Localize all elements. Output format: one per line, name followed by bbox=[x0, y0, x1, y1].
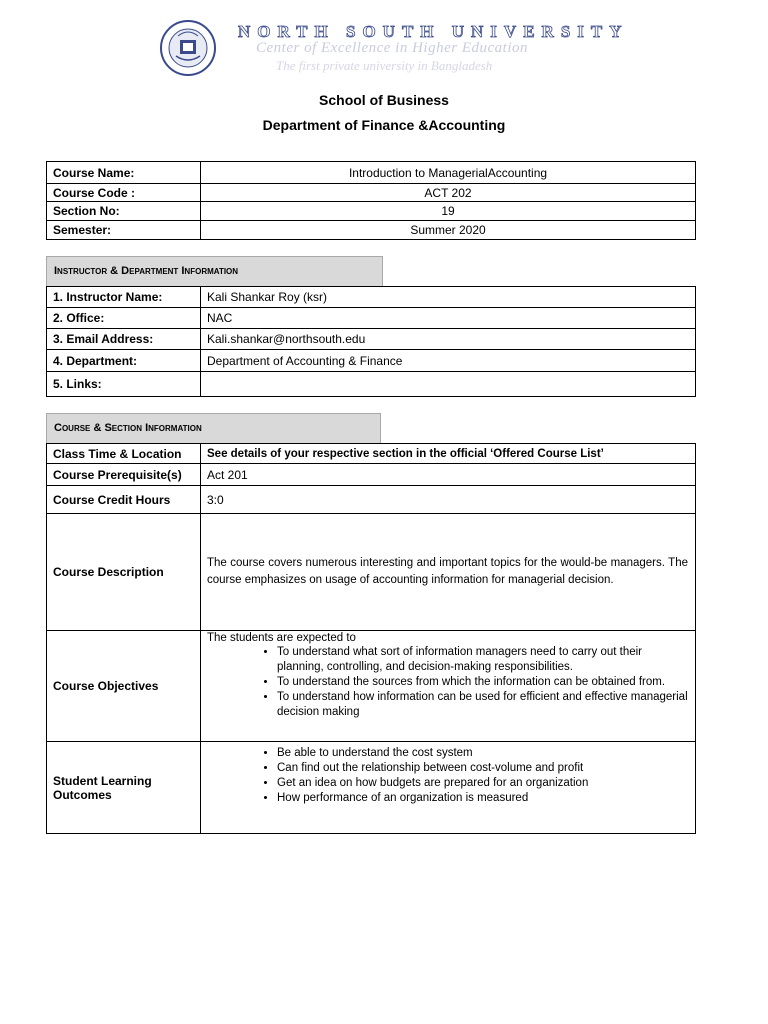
class-time-label: Class Time & Location bbox=[47, 444, 201, 464]
objectives-list bbox=[207, 645, 689, 720]
university-seal-logo bbox=[148, 18, 228, 78]
university-header bbox=[148, 18, 628, 78]
table-row bbox=[47, 184, 696, 202]
table-row bbox=[47, 464, 696, 486]
table-row bbox=[47, 202, 696, 221]
table-row bbox=[47, 514, 696, 631]
instructor-section-heading: Instructor & Department Information bbox=[46, 256, 383, 286]
email-value: Kali.shankar@northsouth.edu bbox=[201, 329, 696, 350]
table-row bbox=[47, 350, 696, 372]
course-objectives-cell bbox=[201, 631, 696, 742]
table-row bbox=[47, 631, 696, 742]
table-row bbox=[47, 486, 696, 514]
prerequisite-value: Act 201 bbox=[201, 464, 696, 486]
office-value: NAC bbox=[201, 308, 696, 329]
course-name-label: Course Name: bbox=[47, 162, 201, 184]
table-row bbox=[47, 162, 696, 184]
office-label: 2. Office: bbox=[47, 308, 201, 329]
department-title: Department of Finance &Accounting bbox=[262, 117, 506, 133]
semester-label: Semester: bbox=[47, 221, 201, 240]
table-row bbox=[47, 444, 696, 464]
table-row bbox=[47, 287, 696, 308]
class-time-value: See details of your respective section in the official ‘Offered Course List’ bbox=[201, 444, 696, 464]
list-item: • Can find out the relationship between cost-volume and profit bbox=[277, 761, 689, 776]
course-section-table bbox=[46, 443, 696, 834]
table-row bbox=[47, 308, 696, 329]
section-no-value: 19 bbox=[201, 202, 696, 221]
department-label: 4. Department: bbox=[47, 350, 201, 372]
course-info-table bbox=[46, 161, 696, 240]
credit-hours-value: 3:0 bbox=[201, 486, 696, 514]
list-item: • To understand the sources from which the information can be obtained from. bbox=[277, 675, 689, 690]
course-name-value: Introduction to ManagerialAccounting bbox=[201, 162, 696, 184]
course-code-label: Course Code : bbox=[47, 184, 201, 202]
email-label: 3. Email Address: bbox=[47, 329, 201, 350]
list-item: • How performance of an organization is measured bbox=[277, 791, 689, 806]
objectives-intro: The students are expected to bbox=[207, 632, 356, 644]
links-label: 5. Links: bbox=[47, 372, 201, 397]
semester-value: Summer 2020 bbox=[201, 221, 696, 240]
prerequisite-label: Course Prerequisite(s) bbox=[47, 464, 201, 486]
links-value bbox=[201, 372, 696, 397]
credit-hours-label: Course Credit Hours bbox=[47, 486, 201, 514]
list-item: • Get an idea on how budgets are prepared for an organization bbox=[277, 776, 689, 791]
table-row bbox=[47, 221, 696, 240]
course-objectives-label: Course Objectives bbox=[47, 631, 201, 742]
department-value: Department of Accounting & Finance bbox=[201, 350, 696, 372]
university-tagline: The first private university in Bangladesh bbox=[276, 58, 493, 73]
instructor-name-value: Kali Shankar Roy (ksr) bbox=[201, 287, 696, 308]
section-no-label: Section No: bbox=[47, 202, 201, 221]
course-code-value: ACT 202 bbox=[201, 184, 696, 202]
learning-outcomes-cell bbox=[201, 742, 696, 834]
outcomes-list bbox=[207, 746, 689, 806]
table-row bbox=[47, 372, 696, 397]
school-title: School of Business bbox=[319, 92, 449, 108]
list-item: • To understand how information can be used for efficient and effective managerial decision making bbox=[277, 690, 689, 720]
course-description-value: The course covers numerous interesting and important topics for the would-be managers. The course emphasizes on usage of accounting information for managerial decision. bbox=[201, 514, 696, 631]
instructor-name-label: 1. Instructor Name: bbox=[47, 287, 201, 308]
instructor-table bbox=[46, 286, 696, 397]
list-item: • Be able to understand the cost system bbox=[277, 746, 689, 761]
table-row bbox=[47, 742, 696, 834]
table-row bbox=[47, 329, 696, 350]
list-item: • To understand what sort of information managers need to carry out their planning, controlling, and decision-making responsibilities. bbox=[277, 645, 689, 675]
course-description-label: Course Description bbox=[47, 514, 201, 631]
learning-outcomes-label: Student Learning Outcomes bbox=[47, 742, 201, 834]
university-motto: Center of Excellence in Higher Education bbox=[256, 40, 529, 56]
course-section-heading: Course & Section Information bbox=[46, 413, 381, 443]
university-name: NORTH SOUTH UNIVERSITY bbox=[238, 22, 629, 41]
